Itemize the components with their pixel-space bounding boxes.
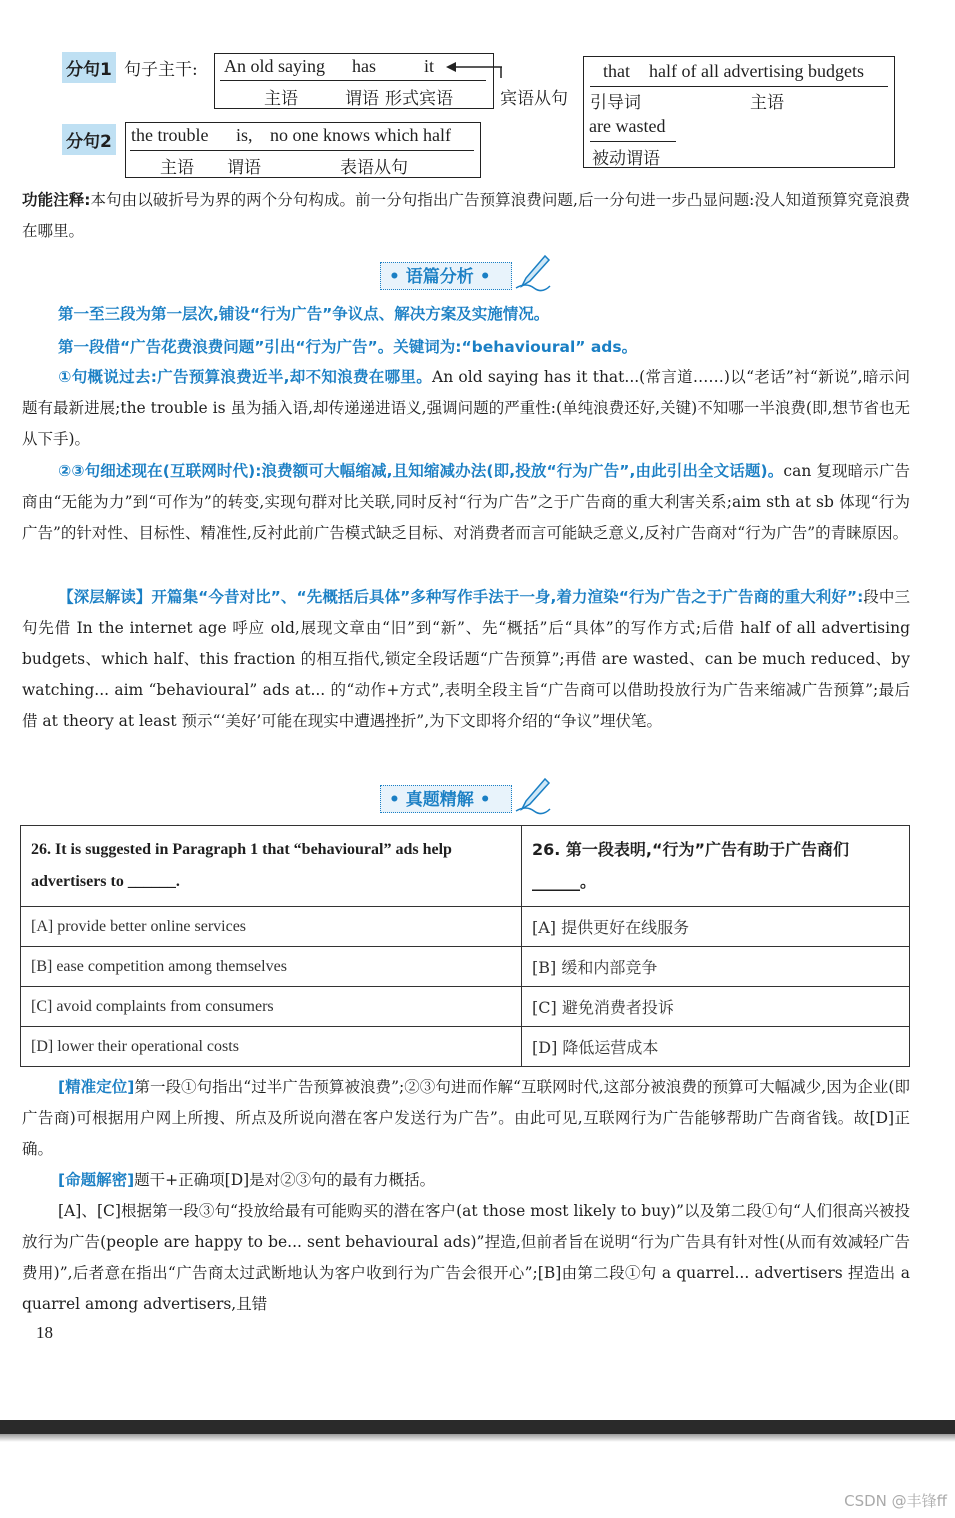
explanation-decoding-head: [命题解密] bbox=[58, 1171, 135, 1189]
clause1-role-subject: 主语 bbox=[264, 89, 298, 109]
section-title-exam-explanation: • 真题精解 • bbox=[380, 785, 512, 813]
explanation-location bbox=[22, 1072, 910, 1165]
clause2-underline bbox=[130, 150, 474, 151]
question-stem-row bbox=[21, 826, 910, 907]
explanation-decoding-body: 题干+正确项[D]是对②③句的最有力概括。 bbox=[134, 1171, 436, 1189]
link-arrow bbox=[440, 56, 590, 78]
analysis-p5 bbox=[22, 582, 910, 737]
option-c-en: [C] avoid complaints from consumers bbox=[21, 987, 522, 1027]
clause1-tag: 分句1 bbox=[62, 52, 116, 83]
clause1-subject: An old saying bbox=[224, 56, 325, 76]
clause1-formal-object: it bbox=[424, 56, 435, 76]
clause2-role-predicative: 表语从句 bbox=[340, 158, 408, 178]
watermark: CSDN @丰锋ff bbox=[844, 1492, 947, 1510]
object-clause-role-subject: 主语 bbox=[750, 93, 784, 113]
analysis-p3-body: An old saying has it that...(常言道……)以“老话”衬“新说”,暗示问题有最新进展;the trouble is 虽为插入语,却传递递进语义,强调问题的严重性:(单纯浪费还好,关键)不知哪一半浪费(即,想节省也无从下手)。 bbox=[22, 368, 910, 448]
page-bottom-shadow bbox=[0, 1434, 955, 1442]
clause1-label: 句子主干: bbox=[124, 60, 198, 80]
object-clause-subject: half of all advertising budgets bbox=[649, 61, 864, 81]
analysis-p1: 第一至三段为第一层次,铺设“行为广告”争议点、解决方案及实施情况。 bbox=[58, 305, 550, 323]
function-note-text: 本句由以破折号为界的两个分句构成。前一分句指出广告预算浪费问题,后一分句进一步凸显问题:没人知道预算究竟浪费在哪里。 bbox=[22, 191, 910, 240]
pen-icon bbox=[512, 252, 552, 292]
option-c-zh: [C] 避免消费者投诉 bbox=[522, 987, 910, 1027]
object-clause-underline-1 bbox=[590, 86, 888, 87]
pen-icon bbox=[512, 775, 552, 815]
option-a-zh: [A] 提供更好在线服务 bbox=[522, 907, 910, 947]
analysis-p4 bbox=[22, 456, 910, 549]
object-clause-verb: are wasted bbox=[589, 116, 666, 136]
explanation-location-head: [精准定位] bbox=[58, 1078, 135, 1096]
analysis-p3 bbox=[22, 362, 910, 455]
option-d-en: [D] lower their operational costs bbox=[21, 1027, 522, 1067]
page-number: 18 bbox=[36, 1323, 53, 1342]
analysis-p2: 第一段借“广告花费浪费问题”引出“行为广告”。关键词为:“behavioural” ads。 bbox=[58, 338, 638, 356]
clause2-role-verb: 谓语 bbox=[227, 158, 261, 178]
option-b-en: [B] ease competition among themselves bbox=[21, 947, 522, 987]
explanation-location-body: 第一段①句指出“过半广告预算被浪费”;②③句进而作解“互联网时代,这部分被浪费的预算可大幅减少,因为企业(即广告商)可根据用户网上所搜、所点及所说向潜在客户发送行为广告”。由此可见,互联网行为广告能够帮助广告商省钱。故[D]正确。 bbox=[22, 1078, 911, 1158]
clause1-verb: has bbox=[352, 56, 376, 76]
object-clause-underline-2 bbox=[590, 141, 676, 142]
page-bottom-bar bbox=[0, 1420, 955, 1434]
option-d-zh: [D] 降低运营成本 bbox=[522, 1027, 910, 1067]
function-note bbox=[22, 185, 910, 247]
option-a-en: [A] provide better online services bbox=[21, 907, 522, 947]
analysis-p5-body: 段中三句先借 In the internet age 呼应 old,展现文章由“旧”到“新”、先“概括”后“具体”的写作方式;后借 half of all advertising budgets、which half、this fraction 的相互指代,锁定全段话题“广告预算”;再借 are wasted、can be much reduced、by watching... aim “behavioural” ads at... 的“动作+方式”,表明全段主旨“广告商可以借助投放行为广告来缩减广告预算”;最后借 at theory at least 预示“‘美好’可能在现实中遭遇挫折”,为下文即将介绍的“争议”埋伏笔。 bbox=[22, 588, 910, 730]
object-clause-role-conj: 引导词 bbox=[590, 93, 641, 113]
clause2-predicative: no one knows which half bbox=[270, 125, 451, 145]
analysis-p4-body: can 复现暗示广告商由“无能为力”到“可作为”的转变,实现句群对比关联,同时反衬“行为广告”之于广告商的重大利害关系;aim sth at sb 体现“行为广告”的针对性、目标性、精准性,反衬此前广告模式缺乏目标、对消费者而言可能缺乏意义,反衬广告商对“行为广告”的青睐原因。 bbox=[22, 462, 910, 542]
option-row bbox=[21, 1027, 910, 1067]
clause2-subject: the trouble bbox=[131, 125, 209, 145]
question-stem-zh: 26. 第一段表明,“行为”广告有助于广告商们______。 bbox=[522, 826, 910, 907]
object-clause-that: that bbox=[603, 61, 630, 81]
option-row bbox=[21, 907, 910, 947]
question-table bbox=[20, 825, 910, 1067]
section-title-discourse-analysis: • 语篇分析 • bbox=[380, 262, 512, 290]
option-row bbox=[21, 947, 910, 987]
analysis-p4-head: ②③句细述现在(互联网时代):浪费额可大幅缩减,且知缩减办法(即,投放“行为广告”,由此引出全文话题)。 bbox=[58, 462, 784, 480]
explanation-decoding bbox=[22, 1165, 910, 1196]
clause2-role-subject: 主语 bbox=[160, 158, 194, 178]
clause2-tag: 分句2 bbox=[62, 124, 116, 155]
clause1-role-verb: 谓语 bbox=[345, 89, 379, 109]
function-note-label: 功能注释: bbox=[22, 191, 91, 209]
analysis-p3-head: ①句概说过去:广告预算浪费近半,却不知浪费在哪里。 bbox=[58, 368, 433, 386]
question-stem-en: 26. It is suggested in Paragraph 1 that “behavioural” ads help advertisers to ______. bbox=[21, 826, 522, 907]
analysis-p5-head: 【深层解读】开篇集“今昔对比”、“先概括后具体”多种写作手法于一身,着力渲染“行为广告之于广告商的重大利好”: bbox=[58, 588, 864, 606]
clause1-role-formal-object: 形式宾语 bbox=[385, 89, 453, 109]
option-b-zh: [B] 缓和内部竞争 bbox=[522, 947, 910, 987]
object-clause-label: 宾语从句 bbox=[500, 89, 568, 109]
clause2-verb: is, bbox=[236, 125, 253, 145]
object-clause-role-verb: 被动谓语 bbox=[592, 149, 660, 169]
option-row bbox=[21, 987, 910, 1027]
explanation-distractors: [A]、[C]根据第一段③句“投放给最有可能购买的潜在客户(at those most likely to buy)”以及第二段①句“人们很高兴被投放行为广告(people are happy to be... sent behavioural ads)”捏造,但前者旨在说明“行为广告具有针对性(从而有效减轻广告费用)”,后者意在指出“广告商太过武断地认为客户收到行为广告会很开心”;[B]由第二段①句 a quarrel... advertisers 捏造出 a quarrel among advertisers,且错 bbox=[22, 1202, 910, 1313]
clause1-main-underline bbox=[220, 80, 486, 81]
